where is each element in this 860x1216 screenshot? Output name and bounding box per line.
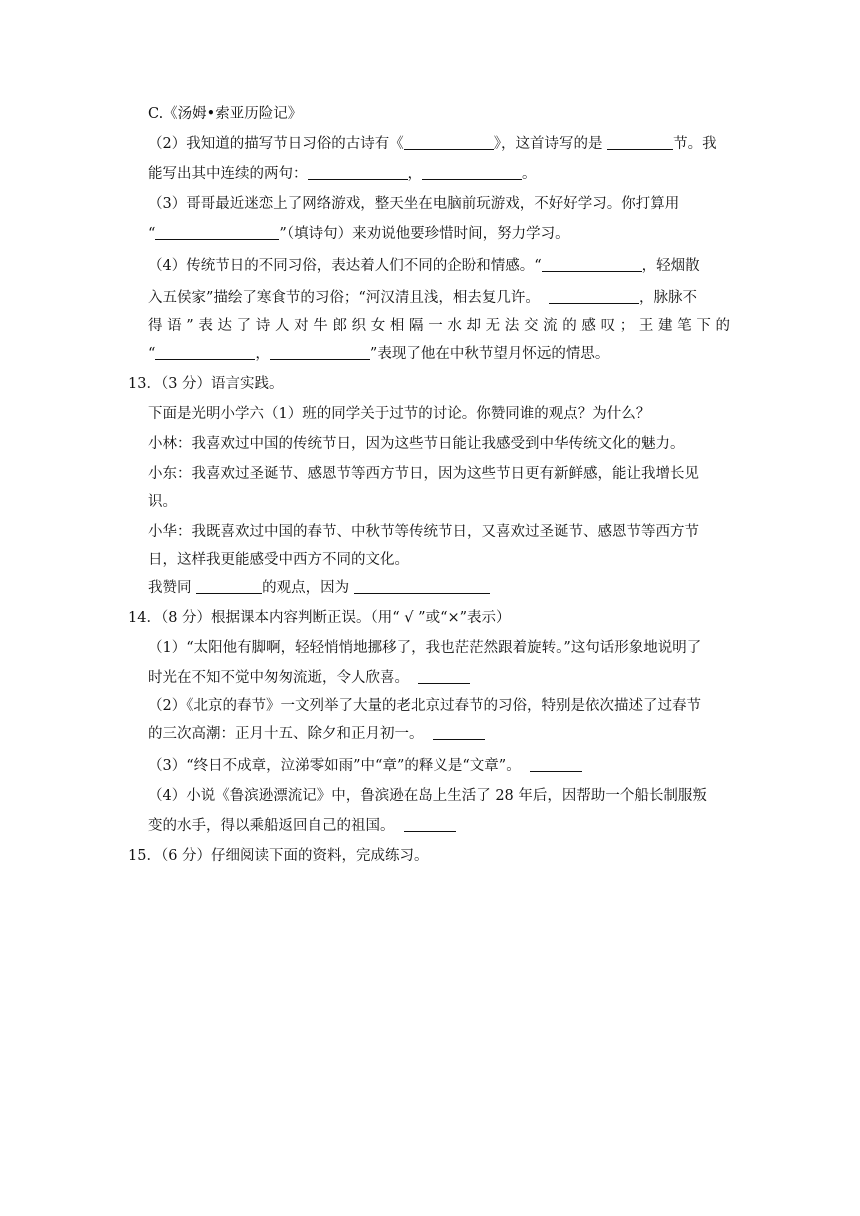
question-14-2-cont: 的三次高潮：正月十五、除夕和正月初一。 [148, 724, 485, 744]
question-12-4-cont3: “ ， ”表现了他在中秋节望月怀远的情思。 [148, 346, 610, 362]
question-14-4-cont: 变的水手，得以乘船返回自己的祖国。 [148, 816, 456, 836]
question-14-3: （3）“终日不成章，泣涕零如雨”中“章”的释义是“文章”。 [148, 756, 582, 776]
speaker-xiaohua: 小华：我既喜欢过中国的春节、中秋节等传统节日，又喜欢过圣诞节、感恩节等西方节 [148, 524, 699, 540]
question-12-4-cont: 入五侯家”描绘了寒食节的习俗；“河汉清且浅，相去复几许。 ，脉脉不 [148, 290, 698, 306]
answer-blank[interactable] [308, 165, 408, 180]
answer-blank[interactable] [542, 257, 642, 272]
speaker-xiaohua-cont: 日，这样我更能感受中西方不同的文化。 [148, 552, 409, 568]
question-14-title: 14．（8 分）根据课本内容判断正误。（用“ √ ”或“×”表示） [128, 610, 511, 626]
answer-line-13: 我赞同 的观点，因为 [148, 578, 490, 598]
question-12-3-cont: “ ”（填诗句）来劝说他要珍惜时间，努力学习。 [148, 226, 570, 242]
answer-blank[interactable] [607, 135, 673, 150]
answer-blank[interactable] [404, 817, 456, 832]
speaker-xiaolin: 小林：我喜欢过中国的传统节日，因为这些节日能让我感受到中华传统文化的魅力。 [148, 436, 685, 452]
question-12-4: （4）传统节日的不同习俗，表达着人们不同的企盼和情感。“ ，轻烟散 [148, 258, 700, 274]
answer-blank[interactable] [155, 345, 255, 360]
option-c: C.《汤姆•索亚历险记》 [148, 106, 303, 122]
answer-blank[interactable] [549, 289, 639, 304]
answer-blank[interactable] [354, 579, 490, 594]
answer-blank[interactable] [196, 579, 262, 594]
answer-blank[interactable] [404, 135, 494, 150]
answer-blank[interactable] [433, 725, 485, 740]
question-14-2: （2）《北京的春节》一文列举了大量的老北京过春节的习俗，特别是依次描述了过春节 [148, 698, 701, 714]
question-13-title: 13．（3 分）语言实践。 [128, 376, 284, 392]
answer-blank[interactable] [418, 669, 470, 684]
question-12-2: （2）我知道的描写节日习俗的古诗有《 》，这首诗写的是 节。我 [148, 136, 717, 152]
question-13-prompt: 下面是光明小学六（1）班的同学关于过节的讨论。你赞同谁的观点？为什么？ [148, 406, 651, 422]
question-14-1-cont: 时光在不知不觉中匆匆流逝，令人欣喜。 [148, 668, 470, 688]
answer-blank[interactable] [530, 757, 582, 772]
question-14-1: （1）“太阳他有脚啊，轻轻悄悄地挪移了，我也茫茫然跟着旋转。”这句话形象地说明了 [148, 640, 702, 656]
answer-blank[interactable] [155, 225, 279, 240]
answer-blank[interactable] [422, 165, 522, 180]
question-12-4-cont2: 得语”表达了诗人对牛郎织女相隔一水却无法交流的感叹；王建笔下的 [148, 318, 730, 334]
answer-blank[interactable] [270, 345, 370, 360]
question-12-3: （3）哥哥最近迷恋上了网络游戏，整天坐在电脑前玩游戏，不好好学习。你打算用 [148, 196, 680, 212]
question-12-2-cont: 能写出其中连续的两句： ， 。 [148, 166, 537, 182]
speaker-xiaodong-cont: 识。 [148, 494, 177, 510]
question-15-title: 15．（6 分）仔细阅读下面的资料，完成练习。 [128, 848, 429, 864]
speaker-xiaodong: 小东：我喜欢过圣诞节、感恩节等西方节日，因为这些节日更有新鲜感，能让我增长见 [148, 466, 699, 482]
question-14-4: （4）小说《鲁滨逊漂流记》中，鲁滨逊在岛上生活了 28 年后，因帮助一个船长制服叛 [148, 788, 707, 804]
